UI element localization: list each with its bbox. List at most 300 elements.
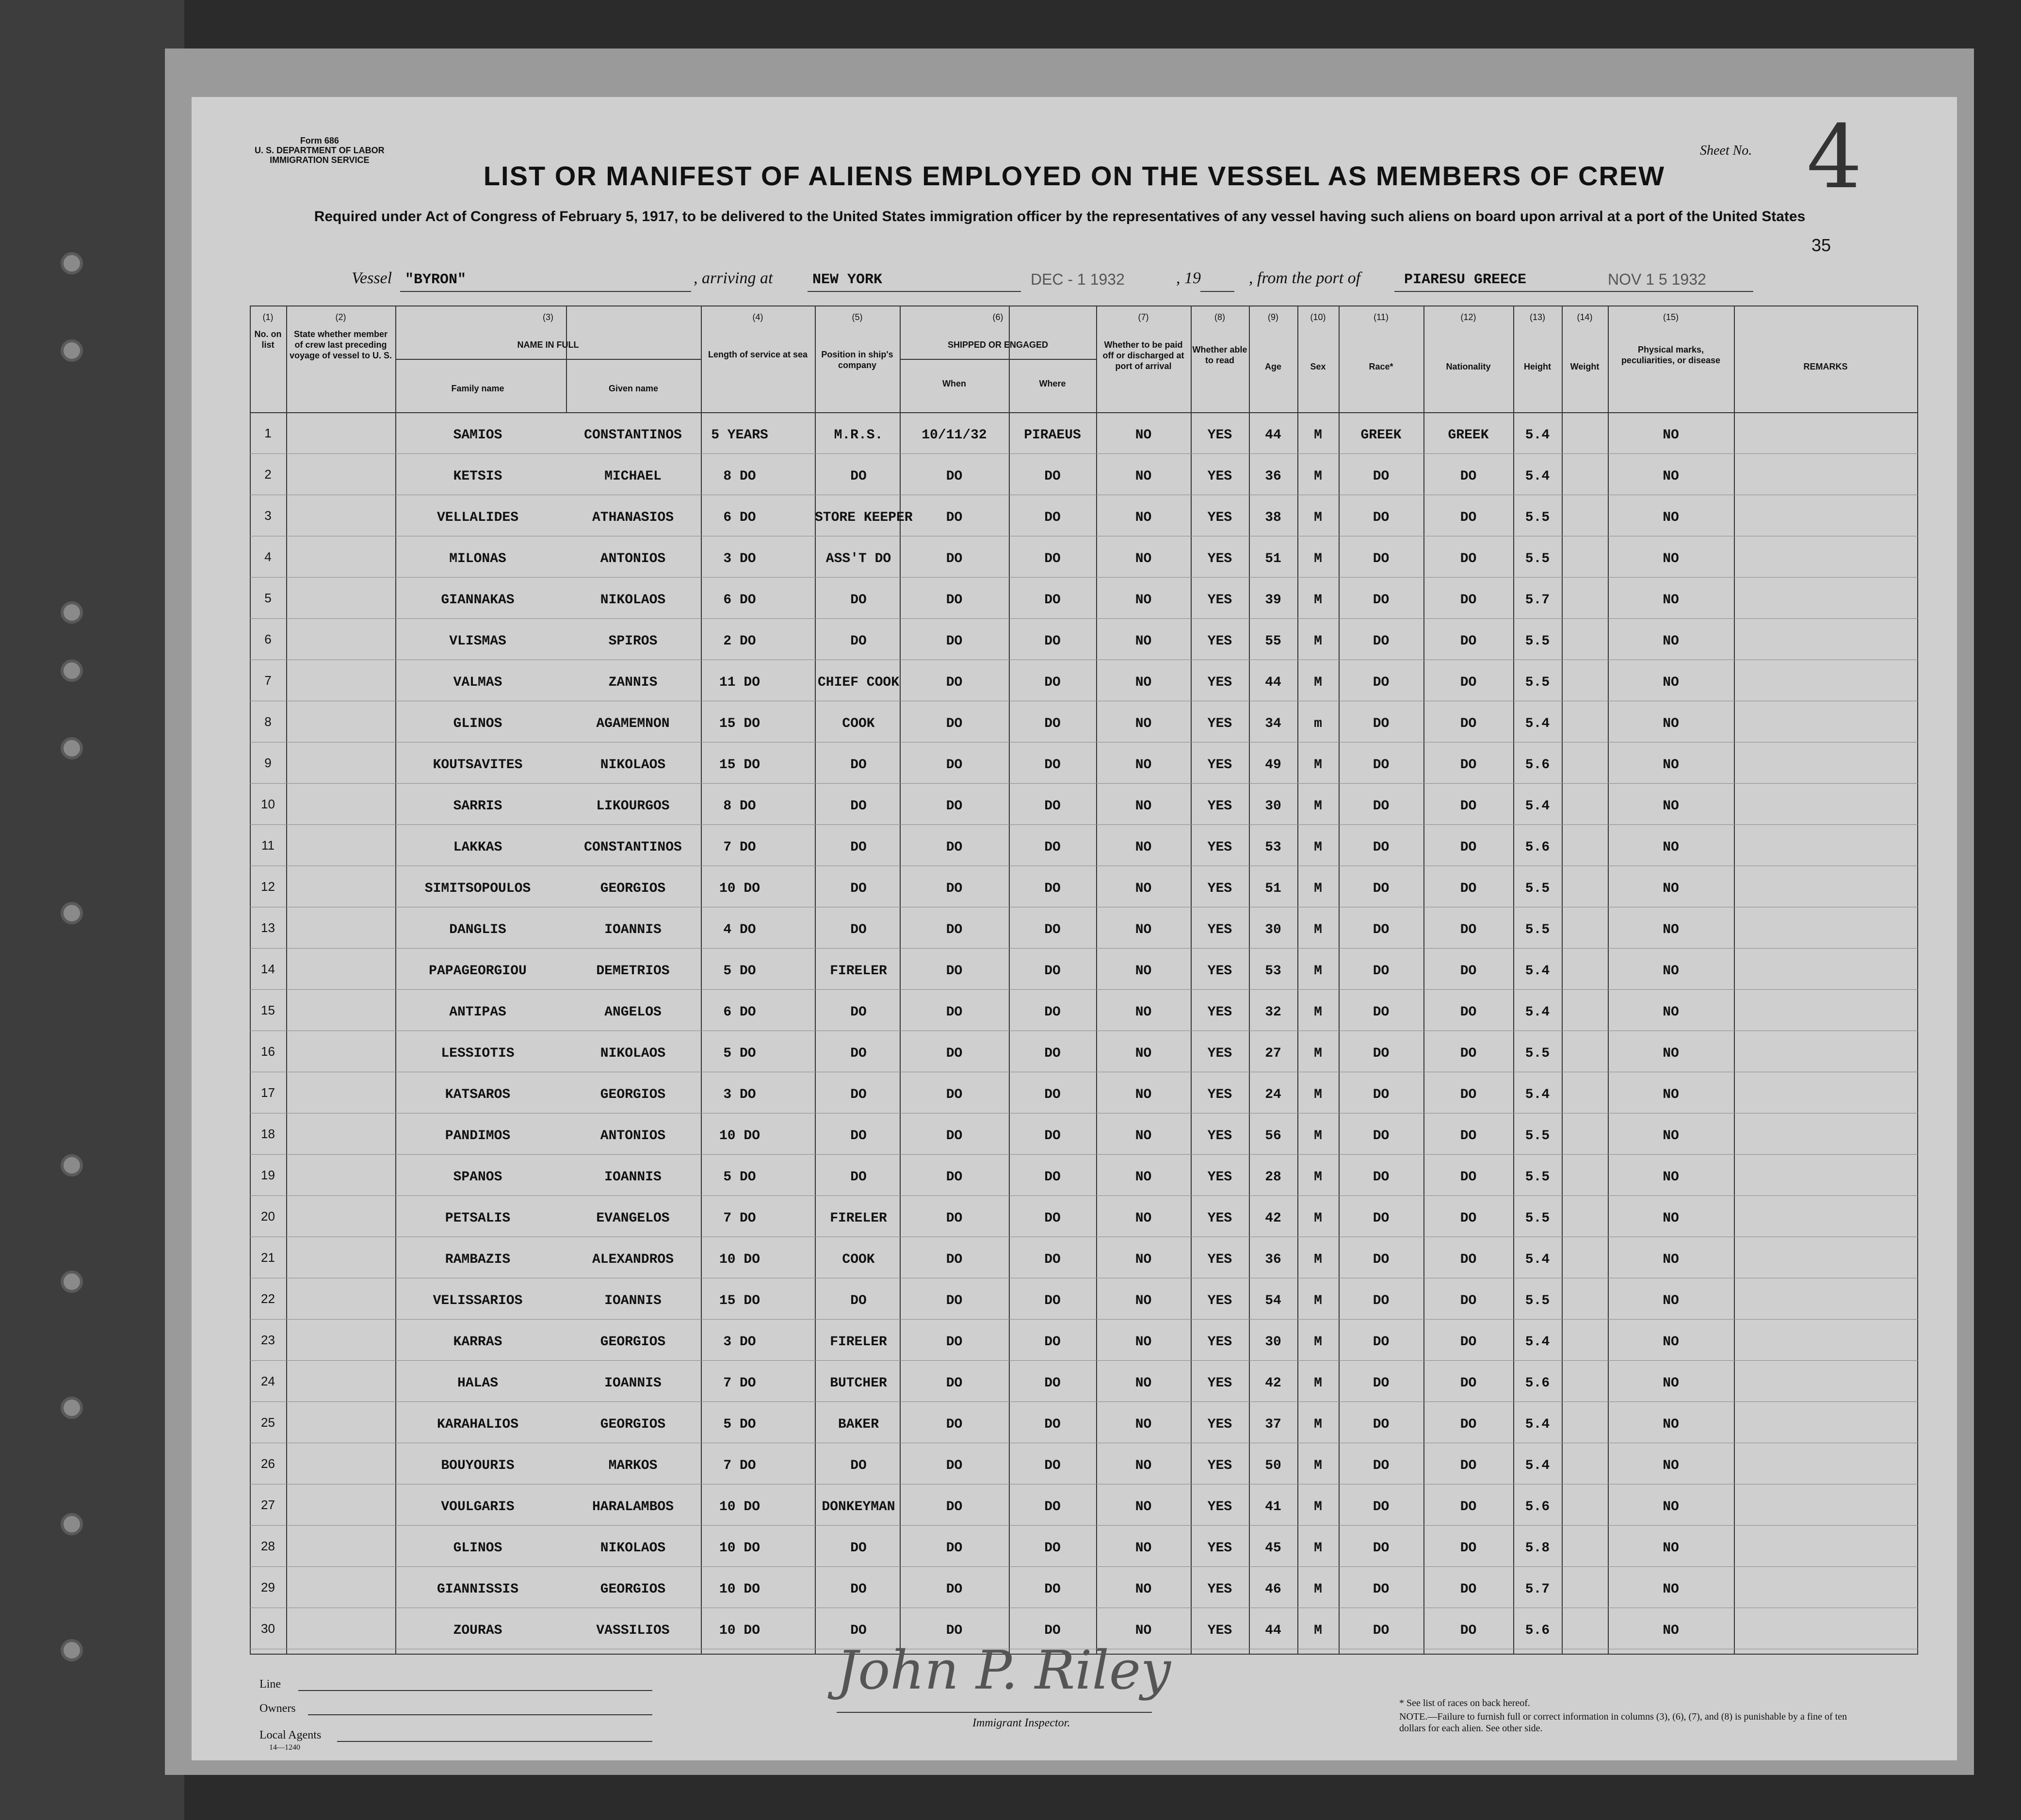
nationality-cell: DO: [1460, 1293, 1477, 1308]
age-cell: 51: [1265, 551, 1281, 566]
physical-marks-cell: NO: [1663, 1252, 1679, 1267]
race-cell: DO: [1373, 1211, 1390, 1226]
sex-cell: M: [1314, 1128, 1322, 1144]
sex-cell: M: [1314, 1252, 1322, 1267]
page-stamp: 35: [1811, 235, 1831, 255]
paid-off-cell: NO: [1135, 1211, 1152, 1226]
physical-marks-cell: NO: [1663, 881, 1679, 896]
position-cell: FIRELER: [830, 964, 887, 979]
nationality-cell: DO: [1460, 1335, 1477, 1350]
given-name-cell: AGAMEMNON: [596, 716, 670, 731]
family-name-cell: GLINOS: [453, 716, 502, 731]
col-num-7: (7): [1138, 312, 1149, 322]
shipped-when-cell: DO: [946, 716, 963, 731]
race-cell: DO: [1373, 1623, 1390, 1638]
able-to-read-cell: YES: [1207, 469, 1232, 484]
age-cell: 44: [1265, 675, 1281, 690]
family-name-cell: MILONAS: [449, 551, 506, 566]
row-number: 29: [261, 1580, 275, 1595]
row-number: 11: [261, 838, 275, 853]
position-cell: DO: [850, 1582, 867, 1597]
shipped-where-cell: DO: [1044, 1582, 1061, 1597]
height-cell: 5.4: [1525, 716, 1550, 731]
shipped-where-cell: DO: [1044, 510, 1061, 525]
race-cell: DO: [1373, 593, 1390, 608]
punch-hole: [61, 1271, 83, 1293]
height-cell: 5.5: [1525, 1293, 1550, 1308]
height-cell: 5.7: [1525, 593, 1550, 608]
family-name-cell: GIANNAKAS: [441, 593, 515, 608]
paid-off-cell: NO: [1135, 1376, 1152, 1391]
shipped-where-cell: DO: [1044, 1211, 1061, 1226]
shipped-when-cell: DO: [946, 881, 963, 896]
paid-off-cell: NO: [1135, 1499, 1152, 1514]
age-cell: 36: [1265, 469, 1281, 484]
family-name-cell: SPANOS: [453, 1170, 502, 1185]
position-cell: ASS'T DO: [825, 551, 891, 566]
paid-off-cell: NO: [1135, 881, 1152, 896]
race-cell: DO: [1373, 964, 1390, 979]
given-name-cell: ANGELOS: [604, 1005, 662, 1020]
owners-underline: [308, 1714, 652, 1715]
position-cell: COOK: [842, 1252, 875, 1267]
race-cell: DO: [1373, 1499, 1390, 1514]
col-num-5: (5): [852, 312, 863, 322]
service-length-cell: 15 DO: [719, 1293, 760, 1308]
given-name-cell: NIKOLAOS: [600, 1541, 666, 1556]
physical-marks-cell: NO: [1663, 1541, 1679, 1556]
col-num-3: (3): [543, 312, 553, 322]
punch-hole: [61, 1513, 83, 1535]
form-service: IMMIGRATION SERVICE: [270, 155, 370, 165]
age-cell: 37: [1265, 1417, 1281, 1432]
row-number: 21: [261, 1250, 275, 1265]
row-divider: [250, 1360, 1918, 1361]
sex-cell: m: [1314, 716, 1322, 731]
age-cell: 45: [1265, 1541, 1281, 1556]
shipped-when-cell: DO: [946, 1087, 963, 1102]
age-cell: 46: [1265, 1582, 1281, 1597]
given-name-cell: GEORGIOS: [600, 1582, 666, 1597]
age-cell: 42: [1265, 1376, 1281, 1391]
family-name-cell: LAKKAS: [453, 840, 502, 855]
paid-off-cell: NO: [1135, 799, 1152, 814]
shipped-when-cell: DO: [946, 964, 963, 979]
family-name-cell: PETSALIS: [445, 1211, 511, 1226]
age-cell: 30: [1265, 799, 1281, 814]
row-number: 17: [261, 1085, 275, 1100]
manifest-sheet: [192, 97, 1957, 1760]
paid-off-cell: NO: [1135, 1335, 1152, 1350]
position-cell: BUTCHER: [830, 1376, 887, 1391]
header-family-name: Family name: [451, 384, 504, 393]
able-to-read-cell: YES: [1207, 1541, 1232, 1556]
signature-underline: [837, 1712, 1152, 1713]
shipped-where-cell: DO: [1044, 551, 1061, 566]
physical-marks-cell: NO: [1663, 675, 1679, 690]
position-cell: DO: [850, 1170, 867, 1185]
given-name-cell: SPIROS: [608, 634, 658, 649]
race-cell: DO: [1373, 510, 1390, 525]
able-to-read-cell: YES: [1207, 1376, 1232, 1391]
able-to-read-cell: YES: [1207, 510, 1232, 525]
shipped-where-cell: DO: [1044, 1293, 1061, 1308]
shipped-when-cell: DO: [946, 1128, 963, 1144]
shipped-where-cell: DO: [1044, 1252, 1061, 1267]
form-number: Form 686: [300, 136, 339, 145]
shipped-when-cell: DO: [946, 1541, 963, 1556]
punch-hole: [61, 1639, 83, 1661]
punch-hole: [61, 660, 83, 682]
departure-date-stamp: NOV 1 5 1932: [1608, 271, 1706, 288]
paid-off-cell: NO: [1135, 1170, 1152, 1185]
paid-off-cell: NO: [1135, 1087, 1152, 1102]
paid-off-cell: NO: [1135, 675, 1152, 690]
service-length-cell: 6 DO: [723, 593, 756, 608]
age-cell: 50: [1265, 1458, 1281, 1473]
from-port: PIARESU GREECE: [1404, 272, 1527, 288]
arriving-label: , arriving at: [694, 269, 773, 287]
shipped-where-cell: DO: [1044, 1005, 1061, 1020]
shipped-when-cell: DO: [946, 840, 963, 855]
race-cell: DO: [1373, 757, 1390, 773]
row-number: 28: [261, 1539, 275, 1553]
service-length-cell: 10 DO: [719, 1128, 760, 1144]
year-underline: [1200, 291, 1234, 292]
age-cell: 53: [1265, 964, 1281, 979]
col-divider: [1009, 306, 1010, 1654]
sex-cell: M: [1314, 510, 1322, 525]
able-to-read-cell: YES: [1207, 1499, 1232, 1514]
family-name-cell: KATSAROS: [445, 1087, 511, 1102]
able-to-read-cell: YES: [1207, 1128, 1232, 1144]
service-length-cell: 5 DO: [723, 1046, 756, 1061]
punch-hole: [61, 252, 83, 274]
physical-marks-cell: NO: [1663, 1046, 1679, 1061]
height-cell: 5.7: [1525, 1582, 1550, 1597]
given-name-cell: NIKOLAOS: [600, 1046, 666, 1061]
family-name-cell: KARRAS: [453, 1335, 502, 1350]
shipped-where-cell: DO: [1044, 1499, 1061, 1514]
col-num-2: (2): [335, 312, 346, 322]
shipped-where-cell: DO: [1044, 881, 1061, 896]
given-name-cell: ANTONIOS: [600, 1128, 666, 1144]
able-to-read-cell: YES: [1207, 1170, 1232, 1185]
paid-off-cell: NO: [1135, 716, 1152, 731]
sex-cell: M: [1314, 1087, 1322, 1102]
row-divider: [250, 1525, 1918, 1526]
physical-marks-cell: NO: [1663, 716, 1679, 731]
shipped-when-cell: DO: [946, 799, 963, 814]
shipped-when-cell: DO: [946, 510, 963, 525]
position-cell: DO: [850, 1046, 867, 1061]
age-cell: 51: [1265, 881, 1281, 896]
nationality-cell: DO: [1460, 675, 1477, 690]
service-length-cell: 15 DO: [719, 716, 760, 731]
local-agents-label: Local Agents: [259, 1729, 322, 1741]
col-divider: [1513, 306, 1514, 1654]
nationality-cell: DO: [1460, 840, 1477, 855]
service-length-cell: 8 DO: [723, 469, 756, 484]
binder-background: [0, 0, 184, 1820]
physical-marks-cell: NO: [1663, 1211, 1679, 1226]
shipped-where-cell: DO: [1044, 840, 1061, 855]
name-header-divider: [395, 359, 701, 360]
shipped-where-cell: DO: [1044, 634, 1061, 649]
shipped-when-cell: DO: [946, 1582, 963, 1597]
shipped-header-divider: [900, 359, 1096, 360]
sex-cell: M: [1314, 840, 1322, 855]
paid-off-cell: NO: [1135, 922, 1152, 937]
age-cell: 42: [1265, 1211, 1281, 1226]
race-cell: DO: [1373, 1087, 1390, 1102]
physical-marks-cell: NO: [1663, 1499, 1679, 1514]
paid-off-cell: NO: [1135, 1582, 1152, 1597]
header-weight: Weight: [1570, 362, 1600, 371]
header-physical-marks: Physical marks, peculiarities, or disease: [1621, 345, 1721, 365]
age-cell: 30: [1265, 922, 1281, 937]
age-cell: 55: [1265, 634, 1281, 649]
vessel-label: Vessel: [352, 269, 392, 287]
height-cell: 5.4: [1525, 1417, 1550, 1432]
shipped-when-cell: DO: [946, 1623, 963, 1638]
paid-off-cell: NO: [1135, 840, 1152, 855]
paid-off-cell: NO: [1135, 1005, 1152, 1020]
physical-marks-cell: NO: [1663, 1005, 1679, 1020]
row-number: 18: [261, 1127, 275, 1141]
age-cell: 30: [1265, 1335, 1281, 1350]
given-name-cell: GEORGIOS: [600, 881, 666, 896]
position-cell: COOK: [842, 716, 875, 731]
able-to-read-cell: YES: [1207, 840, 1232, 855]
race-cell: DO: [1373, 469, 1390, 484]
row-number: 8: [264, 714, 272, 729]
family-name-cell: ANTIPAS: [449, 1005, 506, 1020]
height-cell: 5.8: [1525, 1541, 1550, 1556]
race-cell: DO: [1373, 1128, 1390, 1144]
row-number: 19: [261, 1168, 275, 1182]
nationality-cell: DO: [1460, 1499, 1477, 1514]
col-divider: [1917, 306, 1918, 1654]
row-divider: [250, 1195, 1918, 1196]
sheet-label: Sheet No.: [1700, 143, 1752, 158]
height-cell: 5.5: [1525, 1170, 1550, 1185]
col-num-6: (6): [992, 312, 1003, 322]
sex-cell: M: [1314, 1335, 1322, 1350]
nationality-cell: DO: [1460, 1087, 1477, 1102]
able-to-read-cell: YES: [1207, 428, 1232, 443]
position-cell: M.R.S.: [834, 428, 883, 443]
punch-hole: [61, 902, 83, 924]
col-divider: [1096, 306, 1097, 1654]
given-name-cell: HARALAMBOS: [592, 1499, 674, 1514]
vessel-underline: [400, 291, 691, 292]
shipped-when-cell: DO: [946, 675, 963, 690]
race-cell: DO: [1373, 1376, 1390, 1391]
shipped-when-cell: DO: [946, 1252, 963, 1267]
height-cell: 5.6: [1525, 840, 1550, 855]
nationality-cell: DO: [1460, 1005, 1477, 1020]
physical-marks-cell: NO: [1663, 634, 1679, 649]
position-cell: DO: [850, 840, 867, 855]
family-name-cell: SARRIS: [453, 799, 502, 814]
header-position: Position in ship's company: [821, 350, 893, 370]
given-name-cell: DEMETRIOS: [596, 964, 670, 979]
position-cell: DO: [850, 1293, 867, 1308]
shipped-where-cell: DO: [1044, 1128, 1061, 1144]
sex-cell: M: [1314, 1376, 1322, 1391]
given-name-cell: IOANNIS: [604, 1170, 662, 1185]
nationality-cell: DO: [1460, 799, 1477, 814]
row-number: 15: [261, 1003, 275, 1017]
row-number: 25: [261, 1415, 275, 1430]
nationality-cell: DO: [1460, 716, 1477, 731]
age-cell: 36: [1265, 1252, 1281, 1267]
header-where: Where: [1039, 379, 1066, 388]
given-name-cell: IOANNIS: [604, 922, 662, 937]
col-num-9: (9): [1268, 312, 1278, 322]
inspector-signature: John P. Riley: [837, 1639, 1171, 1701]
physical-marks-cell: NO: [1663, 469, 1679, 484]
physical-marks-cell: NO: [1663, 510, 1679, 525]
row-number: 12: [261, 879, 275, 894]
paid-off-cell: NO: [1135, 510, 1152, 525]
sex-cell: M: [1314, 922, 1322, 937]
paid-off-cell: NO: [1135, 551, 1152, 566]
race-cell: DO: [1373, 1582, 1390, 1597]
row-number: 22: [261, 1291, 275, 1306]
inspector-label: Immigrant Inspector.: [972, 1717, 1070, 1729]
col-divider: [1191, 306, 1192, 1654]
age-cell: 32: [1265, 1005, 1281, 1020]
family-name-cell: GLINOS: [453, 1541, 502, 1556]
sex-cell: M: [1314, 1582, 1322, 1597]
service-length-cell: 7 DO: [723, 1211, 756, 1226]
page-title: LIST OR MANIFEST OF ALIENS EMPLOYED ON THE VESSEL AS MEMBERS OF CREW: [483, 161, 1665, 191]
sex-cell: M: [1314, 1293, 1322, 1308]
agents-underline: [337, 1741, 652, 1742]
position-cell: DO: [850, 593, 867, 608]
shipped-where-cell: DO: [1044, 1623, 1061, 1638]
punch-hole: [61, 1154, 83, 1176]
given-name-cell: IOANNIS: [604, 1293, 662, 1308]
family-name-cell: SIMITSOPOULOS: [424, 881, 531, 896]
height-cell: 5.5: [1525, 1046, 1550, 1061]
position-cell: DO: [850, 757, 867, 773]
physical-marks-cell: NO: [1663, 1417, 1679, 1432]
able-to-read-cell: YES: [1207, 1417, 1232, 1432]
nationality-cell: DO: [1460, 922, 1477, 937]
shipped-when-cell: DO: [946, 1417, 963, 1432]
height-cell: 5.4: [1525, 1005, 1550, 1020]
shipped-where-cell: DO: [1044, 799, 1061, 814]
service-length-cell: 6 DO: [723, 1005, 756, 1020]
shipped-when-cell: 10/11/32: [922, 428, 987, 443]
sex-cell: M: [1314, 881, 1322, 896]
able-to-read-cell: YES: [1207, 1005, 1232, 1020]
sex-cell: M: [1314, 1211, 1322, 1226]
row-number: 9: [264, 756, 272, 770]
position-cell: DO: [850, 1458, 867, 1473]
physical-marks-cell: NO: [1663, 1128, 1679, 1144]
row-number: 3: [264, 508, 272, 523]
manifest-table: [250, 306, 1918, 1654]
sex-cell: M: [1314, 1170, 1322, 1185]
family-name-cell: VELISSARIOS: [433, 1293, 523, 1308]
age-cell: 53: [1265, 840, 1281, 855]
age-cell: 38: [1265, 510, 1281, 525]
nationality-cell: GREEK: [1448, 428, 1489, 443]
col-divider: [1423, 306, 1424, 1654]
race-cell: DO: [1373, 1005, 1390, 1020]
header-remarks: REMARKS: [1803, 362, 1848, 371]
service-length-cell: 11 DO: [719, 675, 760, 690]
service-length-cell: 3 DO: [723, 551, 756, 566]
service-length-cell: 5 DO: [723, 1417, 756, 1432]
header-able-to-read: Whether able to read: [1192, 345, 1247, 365]
given-name-cell: ZANNIS: [608, 675, 658, 690]
given-name-cell: GEORGIOS: [600, 1087, 666, 1102]
height-cell: 5.5: [1525, 675, 1550, 690]
row-divider: [250, 989, 1918, 990]
service-length-cell: 5 DO: [723, 964, 756, 979]
punch-hole: [61, 601, 83, 624]
shipped-where-cell: DO: [1044, 757, 1061, 773]
col-divider: [286, 306, 287, 1654]
race-cell: DO: [1373, 922, 1390, 937]
punch-hole: [61, 737, 83, 759]
height-cell: 5.4: [1525, 469, 1550, 484]
col-divider: [701, 306, 702, 1654]
sex-cell: M: [1314, 964, 1322, 979]
able-to-read-cell: YES: [1207, 1335, 1232, 1350]
able-to-read-cell: YES: [1207, 1252, 1232, 1267]
row-divider: [250, 1401, 1918, 1402]
header-when: When: [942, 379, 966, 388]
shipped-where-cell: DO: [1044, 1541, 1061, 1556]
paid-off-cell: NO: [1135, 593, 1152, 608]
able-to-read-cell: YES: [1207, 716, 1232, 731]
sex-cell: M: [1314, 1046, 1322, 1061]
physical-marks-cell: NO: [1663, 1087, 1679, 1102]
shipped-where-cell: DO: [1044, 1046, 1061, 1061]
age-cell: 28: [1265, 1170, 1281, 1185]
position-cell: DO: [850, 1623, 867, 1638]
given-name-cell: EVANGELOS: [596, 1211, 670, 1226]
paid-off-cell: NO: [1135, 757, 1152, 773]
race-cell: DO: [1373, 799, 1390, 814]
race-cell: DO: [1373, 634, 1390, 649]
given-name-cell: NIKOLAOS: [600, 593, 666, 608]
given-name-cell: VASSILIOS: [596, 1623, 670, 1638]
nationality-cell: DO: [1460, 469, 1477, 484]
sex-cell: M: [1314, 1499, 1322, 1514]
header-length-of-service: Length of service at sea: [708, 350, 808, 359]
shipped-when-cell: DO: [946, 1170, 963, 1185]
race-cell: DO: [1373, 1458, 1390, 1473]
physical-marks-cell: NO: [1663, 799, 1679, 814]
paid-off-cell: NO: [1135, 1046, 1152, 1061]
able-to-read-cell: YES: [1207, 1211, 1232, 1226]
sheet-number: 4: [1807, 107, 1862, 208]
height-cell: 5.4: [1525, 799, 1550, 814]
sex-cell: M: [1314, 428, 1322, 443]
paid-off-cell: NO: [1135, 1541, 1152, 1556]
sex-cell: M: [1314, 675, 1322, 690]
height-cell: 5.4: [1525, 964, 1550, 979]
header-last-voyage: State whether member of crew last preceding voyage of vessel to U. S.: [289, 329, 392, 360]
family-name-cell: ZOURAS: [453, 1623, 502, 1638]
